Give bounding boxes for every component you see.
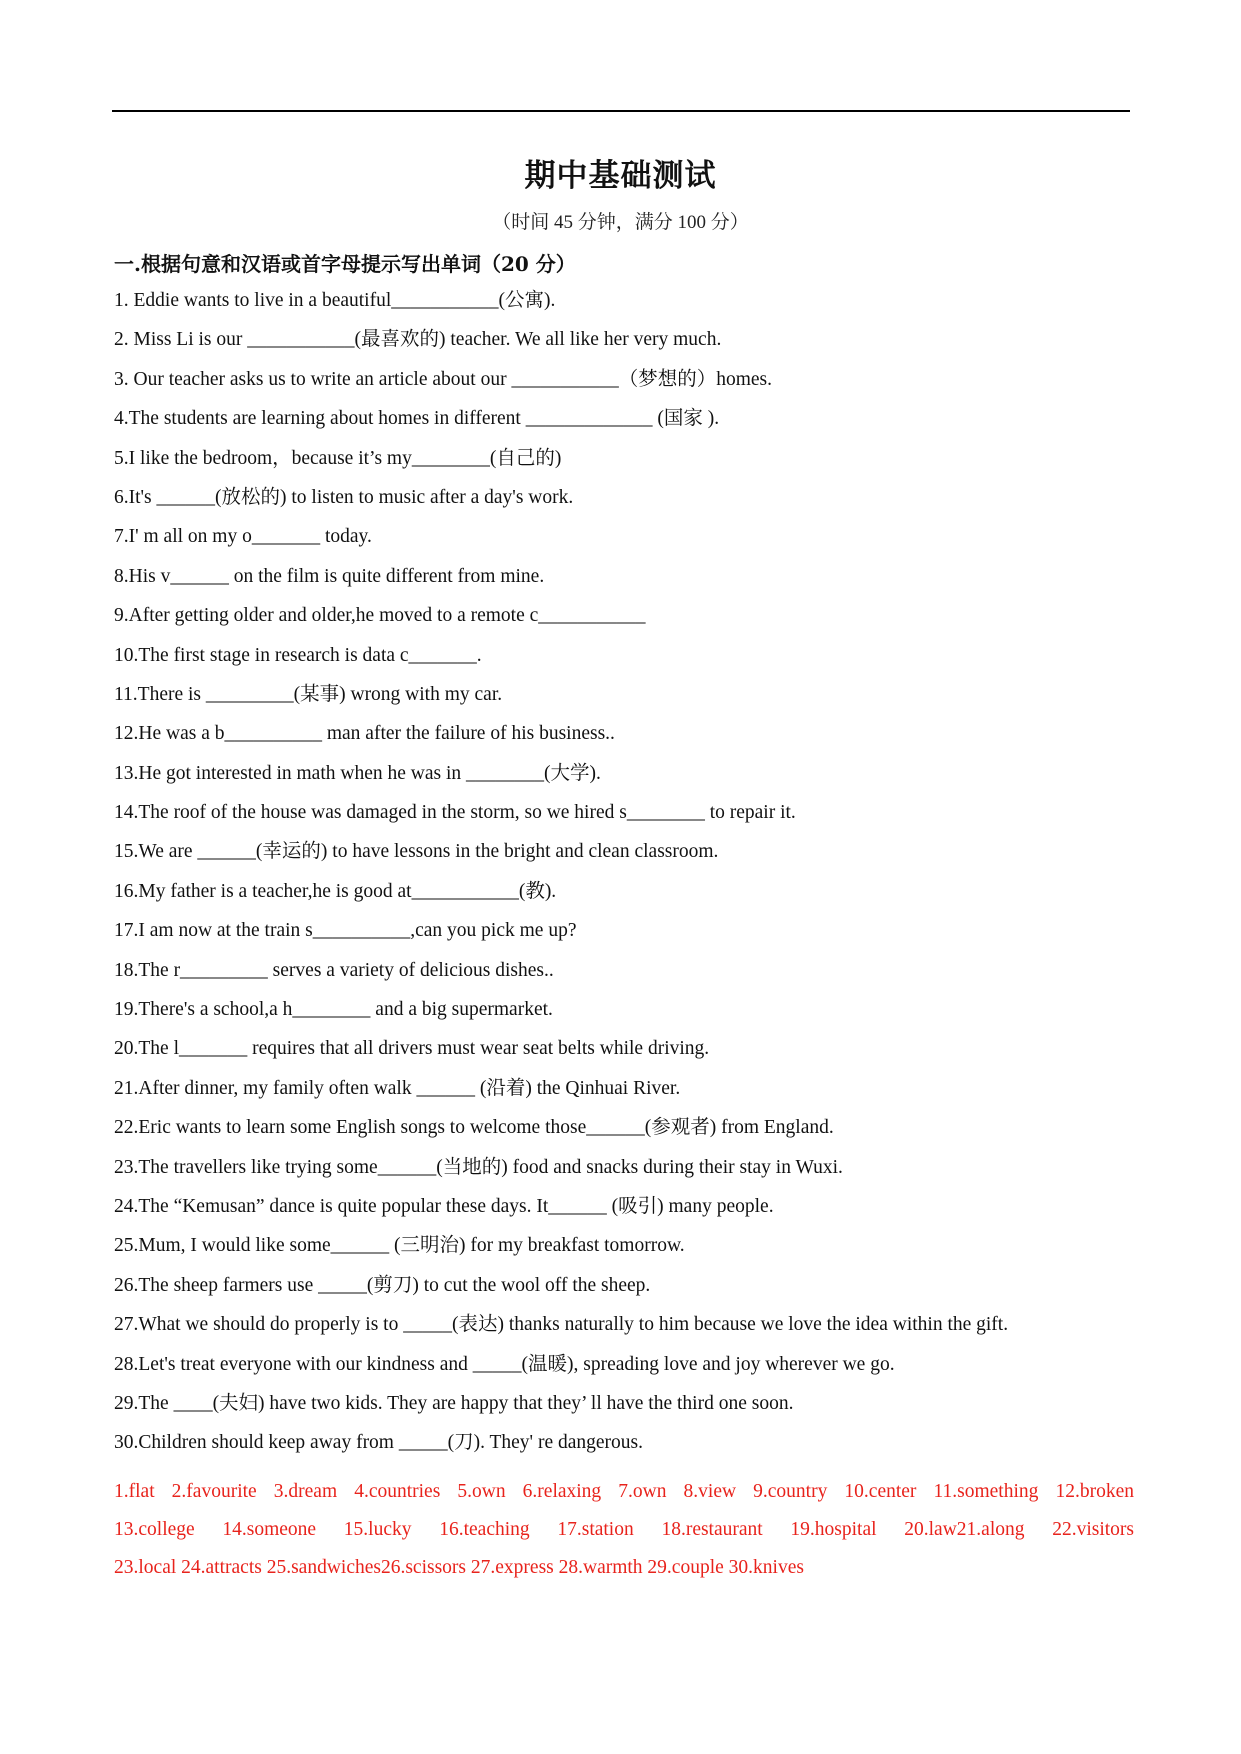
question-28: 28.Let's treat everyone with our kindness and _____(温暖), spreading love and joy wherever we go. (114, 1353, 895, 1375)
page-subtitle: （时间 45 分钟，满分 100 分） (492, 212, 749, 233)
question-16: 16.My father is a teacher,he is good at___________(教). (114, 880, 557, 902)
question-8: 8.His v______ on the film is quite different from mine. (114, 565, 545, 587)
question-26: 26.The sheep farmers use _____(剪刀) to cut the wool off the sheep. (114, 1274, 651, 1296)
answer-line-3: 23.local 24.attracts 25.sandwiches26.scissors 27.express 28.warmth 29.couple 30.knives (114, 1557, 804, 1578)
question-11: 11.There is _________(某事) wrong with my car. (114, 683, 503, 705)
page-title: 期中基础测试 (524, 158, 717, 194)
question-5: 5.I like the bedroom，because it’s my________(自己的) (114, 447, 562, 469)
question-1: 1. Eddie wants to live in a beautiful___________(公寓). (114, 290, 556, 311)
answer-line-1: 1.flat 2.favourite 3.dream 4.countries 5.own 6.relaxing 7.own 8.view 9.country 10.center 11.something 12.broken (114, 1481, 1134, 1502)
question-21: 21.After dinner, my family often walk ______ (沿着) the Qinhuai River. (114, 1077, 681, 1099)
question-30: 30.Children should keep away from _____(刀). They' re dangerous. (114, 1432, 643, 1454)
question-24: 24.The “Kemusan” dance is quite popular these days. It______ (吸引) many people. (114, 1195, 774, 1217)
question-25: 25.Mum, I would like some______ (三明治) for my breakfast tomorrow. (114, 1235, 685, 1257)
question-9: 9.After getting older and older,he moved to a remote c___________ (114, 605, 646, 627)
question-15: 15.We are ______(幸运的) to have lessons in the bright and clean classroom. (114, 841, 719, 863)
question-7: 7.I' m all on my o_______ today. (114, 526, 372, 548)
question-3: 3. Our teacher asks us to write an article about our ___________（梦想的）homes. (114, 368, 772, 390)
answer-key (114, 1473, 1134, 1587)
question-23: 23.The travellers like trying some______(当地的) food and snacks during their stay in Wuxi. (114, 1156, 843, 1178)
question-2: 2. Miss Li is our ___________(最喜欢的) teacher. We all like her very much. (114, 329, 722, 351)
question-29: 29.The ____(夫妇) have two kids. They are happy that they’ ll have the third one soon. (114, 1392, 794, 1414)
question-4: 4.The students are learning about homes in different _____________ (国家 ). (114, 408, 720, 430)
question-6: 6.It's ______(放松的) to listen to music after a day's work. (114, 486, 574, 508)
question-27: 27.What we should do properly is to _____(表达) thanks naturally to him because we love the idea within the gift. (114, 1314, 1009, 1336)
header-rule (112, 110, 1130, 112)
question-14: 14.The roof of the house was damaged in the storm, so we hired s________ to repair it. (114, 802, 796, 824)
question-13: 13.He got interested in math when he was in ________(大学). (114, 762, 601, 784)
question-22: 22.Eric wants to learn some English songs to welcome those______(参观者) from England. (114, 1117, 834, 1139)
question-17: 17.I am now at the train s__________,can you pick me up? (114, 920, 577, 942)
question-10: 10.The first stage in research is data c_______. (114, 644, 482, 666)
question-19: 19.There's a school,a h________ and a big supermarket. (114, 999, 553, 1021)
question-list (114, 287, 1134, 1469)
question-20: 20.The l_______ requires that all drivers must wear seat belts while driving. (114, 1038, 710, 1060)
answer-line-2: 13.college 14.someone 15.lucky 16.teaching 17.station 18.restaurant 19.hospital 20.law21.along 22.visitors (114, 1519, 1134, 1540)
question-12: 12.He was a b__________ man after the failure of his business.. (114, 723, 615, 745)
question-18: 18.The r_________ serves a variety of delicious dishes.. (114, 959, 554, 981)
section-title: 一.根据句意和汉语或首字母提示写出单词（20 分） (114, 252, 576, 276)
